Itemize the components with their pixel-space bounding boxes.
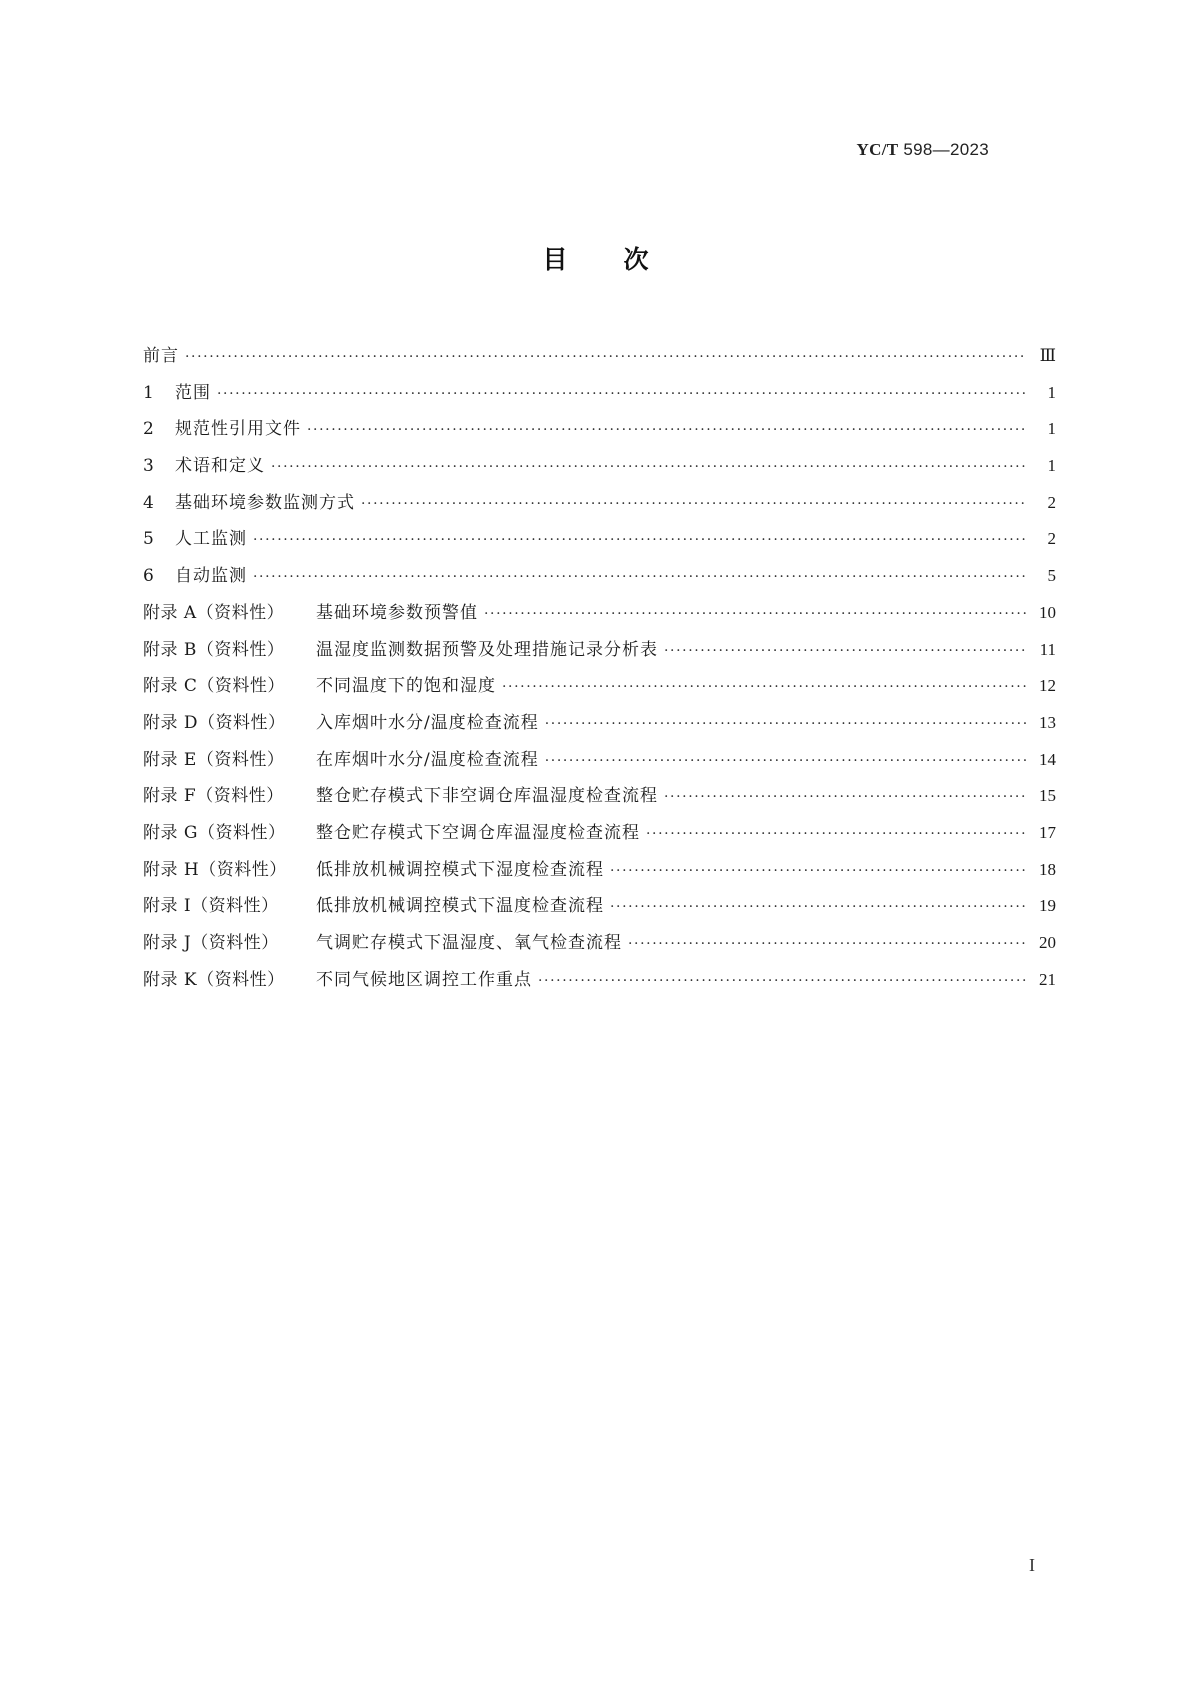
toc-entry[interactable] [143,558,1056,595]
toc-dot-leader [217,376,1026,413]
toc-appendix-label: 附录 G（资料性） [143,822,286,843]
toc-dot-leader [538,963,1026,1000]
toc-dot-leader [545,743,1026,780]
toc-entry[interactable] [143,668,1056,705]
table-of-contents [143,338,1056,998]
toc-entry[interactable] [143,778,1056,815]
toc-entry-number: 2 [143,419,154,440]
toc-appendix-label: 附录 B（资料性） [143,639,285,660]
toc-appendix-label: 附录 J（资料性） [143,933,279,953]
toc-entry[interactable] [143,632,1056,669]
toc-appendix-label: 附录 E（资料性） [143,749,285,770]
toc-entry-number: 1 [143,382,154,403]
toc-entry-number: 4 [143,492,154,513]
toc-dot-leader [646,816,1026,853]
toc-entry-page: 21 [1039,969,1056,989]
toc-entry-label: 附录 K（资料性） 不同气候地区调控工作重点 [143,962,538,999]
toc-entry[interactable] [143,411,1056,448]
toc-entry[interactable] [143,705,1056,742]
toc-entry[interactable] [143,375,1056,412]
toc-dot-leader [610,853,1026,890]
toc-entry-label: 附录 H（资料性） 低排放机械调控模式下湿度检查流程 [143,852,610,889]
toc-entry-page: 14 [1039,749,1056,769]
toc-appendix-label: 附录 D（资料性） [143,712,286,733]
toc-dot-leader [502,669,1026,706]
toc-dot-leader [361,486,1026,523]
toc-dot-leader [664,633,1026,670]
toc-entry-page: 12 [1039,676,1056,696]
page-title: 目次 [542,245,705,274]
toc-entry[interactable] [143,962,1056,999]
toc-entry-label: 附录 E（资料性） 在库烟叶水分/温度检查流程 [143,742,545,779]
toc-dot-leader [185,339,1026,376]
toc-dot-leader [484,596,1026,633]
toc-appendix-label: 附录 H（资料性） [143,859,287,880]
toc-entry-label: 附录 J（资料性） 气调贮存模式下温湿度、氧气检查流程 [143,925,628,962]
toc-entry-page: 15 [1039,786,1056,806]
toc-entry-label: 5 人工监测 [143,521,253,558]
toc-entry[interactable] [143,448,1056,485]
toc-dot-leader [271,449,1026,486]
toc-entry[interactable] [143,521,1056,558]
toc-entry-label: 1 范围 [143,375,217,412]
toc-entry[interactable] [143,852,1056,889]
document-code-prefix: YC/T [856,140,899,159]
toc-appendix-label: 附录 C（资料性） [143,676,285,697]
toc-entry[interactable] [143,815,1056,852]
toc-entry-label: 附录 I（资料性） 低排放机械调控模式下温度检查流程 [143,888,610,925]
toc-entry-label: 附录 D（资料性） 入库烟叶水分/温度检查流程 [143,705,545,742]
toc-appendix-label: 附录 I（资料性） [143,896,279,917]
toc-entry-label: 附录 G（资料性） 整仓贮存模式下空调仓库温湿度检查流程 [143,815,646,852]
toc-appendix-label: 附录 K（资料性） [143,969,285,990]
toc-entry-page: 11 [1039,639,1056,659]
page-number: I [1029,1555,1035,1575]
toc-dot-leader [253,522,1026,559]
toc-entry-label: 4 基础环境参数监测方式 [143,485,361,522]
toc-entry-page: 1 [1047,456,1056,476]
document-code [857,140,989,160]
toc-entry-page: 2 [1047,492,1056,512]
toc-entry-page: 20 [1039,933,1056,952]
toc-entry[interactable] [143,925,1056,962]
toc-entry-label: 附录 F（资料性） 整仓贮存模式下非空调仓库温湿度检查流程 [143,778,664,815]
toc-entry-page: 1 [1047,382,1056,402]
toc-dot-leader [307,412,1026,449]
toc-dot-leader [664,779,1026,816]
toc-entry-page: 17 [1039,822,1056,842]
toc-entry-page: Ⅲ [1039,346,1056,365]
toc-dot-leader [628,926,1026,963]
toc-entry-page: 10 [1039,602,1056,622]
toc-entry-label: 6 自动监测 [143,558,253,595]
toc-entry-page: 18 [1039,859,1056,879]
toc-entry-label: 附录 A（资料性） 基础环境参数预警值 [143,595,484,632]
toc-dot-leader [253,559,1026,596]
toc-entry[interactable] [143,595,1056,632]
toc-appendix-label: 附录 F（资料性） [143,786,284,807]
toc-entry-label: 3 术语和定义 [143,448,271,485]
toc-entry-label: 2 规范性引用文件 [143,411,307,448]
toc-entry-page: 2 [1047,529,1056,549]
toc-entry-number: 3 [143,456,154,477]
toc-dot-leader [545,706,1026,743]
toc-entry-label: 附录 B（资料性） 温湿度监测数据预警及处理措施记录分析表 [143,632,664,669]
toc-entry-number: 6 [143,566,154,587]
document-code-number: 598—2023 [903,140,989,159]
toc-entry[interactable] [143,888,1056,925]
toc-entry[interactable] [143,338,1056,375]
toc-entry-page: 13 [1039,712,1056,732]
toc-entry-number: 5 [143,529,154,550]
toc-entry-page: 19 [1039,896,1056,916]
toc-entry-label: 附录 C（资料性） 不同温度下的饱和湿度 [143,668,502,705]
toc-appendix-label: 附录 A（资料性） [143,602,285,623]
toc-entry-label: 前言 [143,346,179,366]
toc-dot-leader [610,889,1026,926]
toc-entry-page: 1 [1047,419,1056,439]
toc-entry[interactable] [143,485,1056,522]
toc-entry-page: 5 [1047,566,1056,586]
toc-entry[interactable] [143,742,1056,779]
